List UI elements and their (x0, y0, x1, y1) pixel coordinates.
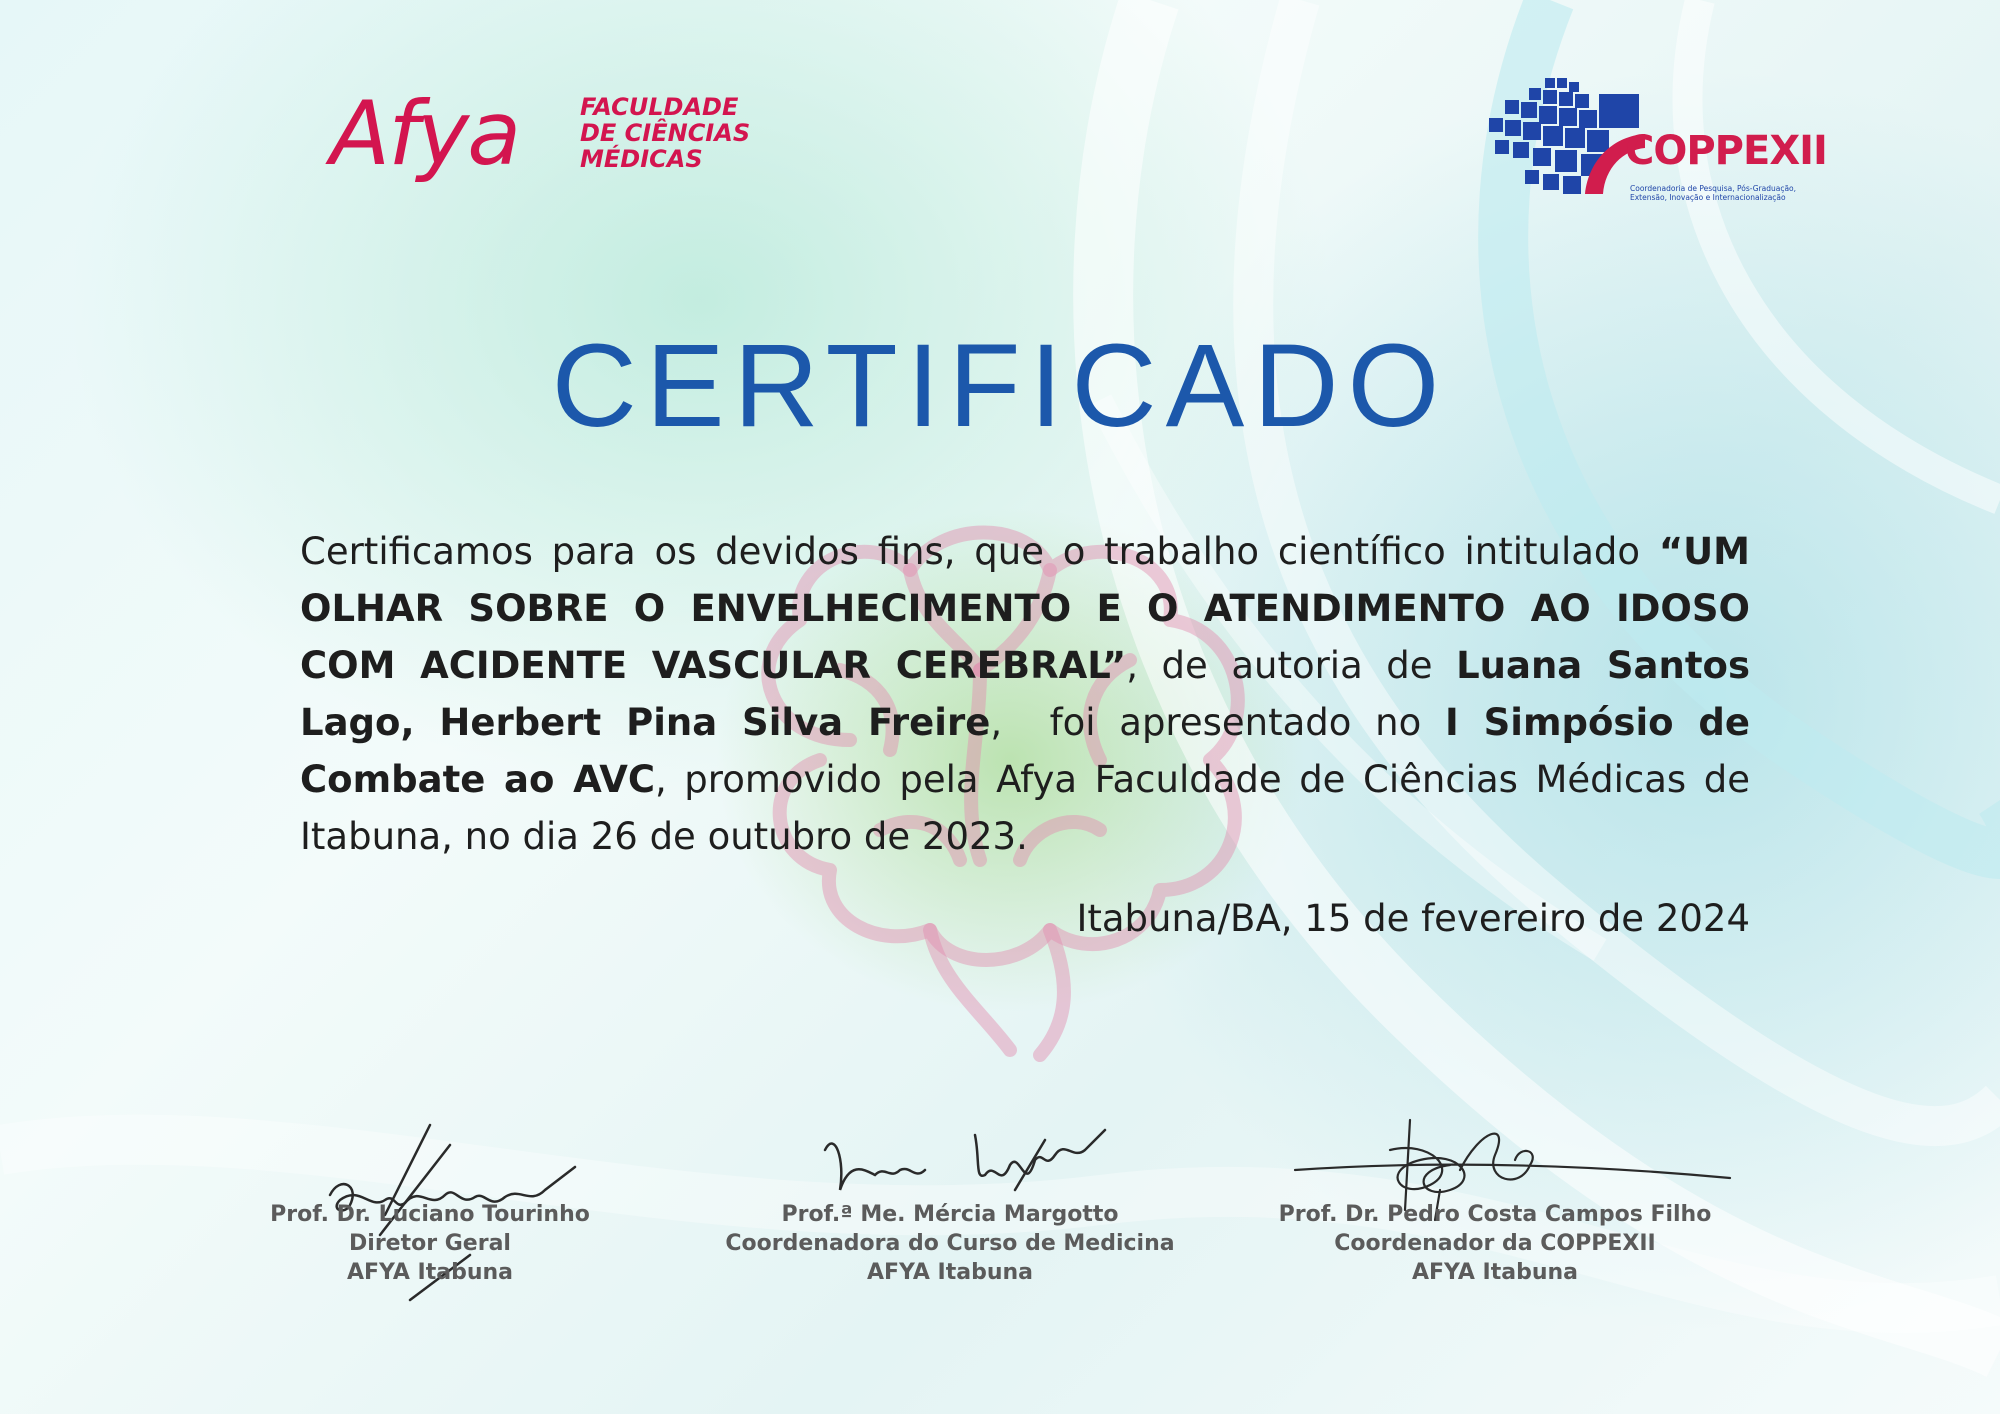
afya-subtitle-line-1: FACULDADE (580, 93, 739, 121)
afya-subtitle-line-3: MÉDICAS (580, 145, 703, 173)
event-name: I Simpósio de Combate ao AVC (300, 701, 1751, 801)
authors: Luana Santos Lago, Herbert Pina Silva Freire (300, 644, 1750, 744)
body-intro: Certificamos para os devidos fins, que o trabalho científico intitulado (300, 530, 1659, 573)
signatory-name: Prof.ª Me. Mércia Margotto (781, 1202, 1119, 1227)
body-authorship: , de autoria de (1126, 644, 1457, 687)
signature-block-2 (690, 1200, 1210, 1287)
place-and-date: Itabuna/BA, 15 de fevereiro de 2024 (1076, 897, 1750, 940)
signature-2-handwriting (815, 1120, 1115, 1210)
signatory-name: Prof. Dr. Pedro Costa Campos Filho (1278, 1202, 1712, 1227)
signatory-role: Coordenadora do Curso de Medicina (725, 1231, 1175, 1256)
certificate-body (300, 523, 1750, 865)
coppexii-logo (1485, 78, 1825, 208)
signature-block-1 (170, 1200, 690, 1287)
afya-subtitle (580, 94, 750, 172)
coppexii-subtitle: Coordenadoria de Pesquisa, Pós-Graduação, Extensão, Inovação e Internacionalização (1630, 184, 1797, 202)
signatory-name: Prof. Dr. Luciano Tourinho (270, 1202, 590, 1227)
coppexii-name: COPPEXII (1625, 128, 1827, 174)
coppexii-mosaic-icon (1485, 78, 1645, 198)
signatory-institution: AFYA Itabuna (1411, 1260, 1579, 1285)
body-promoted: , promovido pela Afya Faculdade de Ciências Médicas de Itabuna, no dia 26 de outubro de 2023. (300, 758, 1750, 858)
afya-wordmark: Afya (330, 82, 520, 185)
afya-subtitle-line-2: DE CIÊNCIAS (580, 119, 751, 147)
certificate-title: CERTIFICADO (551, 320, 1449, 452)
signatory-institution: AFYA Itabuna (866, 1260, 1034, 1285)
signatory-institution: AFYA Itabuna (346, 1260, 514, 1285)
signatory-role: Coordenador da COPPEXII (1334, 1231, 1656, 1256)
signature-block-3 (1235, 1200, 1755, 1287)
body-presented: , foi apresentado no (990, 701, 1445, 744)
signatory-role: Diretor Geral (349, 1231, 511, 1256)
work-title: “UM OLHAR SOBRE O ENVELHECIMENTO E O ATENDIMENTO AO IDOSO COM ACIDENTE VASCULAR CEREBRAL” (300, 530, 1750, 687)
afya-logo (330, 82, 760, 198)
